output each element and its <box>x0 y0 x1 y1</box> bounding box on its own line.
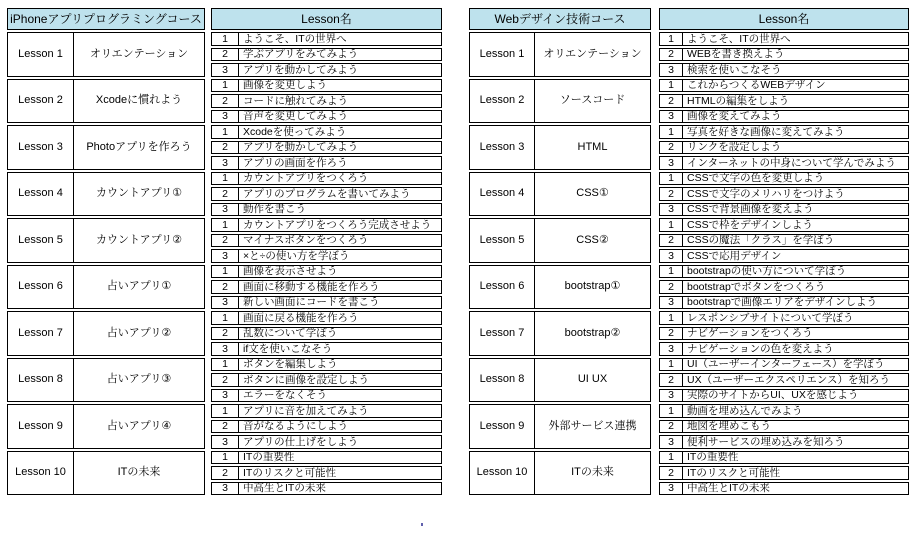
lesson-title-cell: Photoアプリを作ろう <box>86 140 192 153</box>
item-number-cell: 3 <box>212 436 239 448</box>
lesson-group <box>7 311 205 356</box>
lesson-item-row <box>211 389 442 403</box>
lesson-group <box>7 358 205 403</box>
lesson-item-row <box>211 187 442 201</box>
item-name-cell: 画面に戻る機能を作ろう <box>243 312 359 324</box>
lesson-number-cell: Lesson 10 <box>470 452 535 495</box>
lesson-title-cell: ITの未来 <box>117 466 161 479</box>
lesson-number-cell: Lesson 6 <box>8 266 74 309</box>
item-name-cell: 音がなるようにしよう <box>243 420 348 432</box>
item-name-cell: アプリを動かしてみよう <box>243 141 359 153</box>
item-number-cell: 1 <box>212 312 239 324</box>
item-name-cell: ITのリスクと可能性 <box>687 467 781 479</box>
item-number-cell: 3 <box>212 390 239 402</box>
item-number-cell: 1 <box>212 173 239 185</box>
item-number-cell: 2 <box>660 281 683 293</box>
lesson-item-row <box>659 141 909 155</box>
course-header: iPhoneアプリプログラミングコース <box>7 8 205 30</box>
lesson-number-cell: Lesson 4 <box>470 173 535 216</box>
item-number-cell: 3 <box>660 343 683 355</box>
lesson-item-row <box>659 234 909 248</box>
item-number-cell: 2 <box>660 142 683 154</box>
lesson-title-cell: UI UX <box>577 373 608 386</box>
lesson-item-row <box>211 48 442 62</box>
item-number-cell: 2 <box>212 235 239 247</box>
lesson-group <box>469 125 651 170</box>
lesson-number-cell: Lesson 8 <box>8 359 74 402</box>
lesson-item-row <box>211 249 442 263</box>
lesson-item-row <box>659 373 909 387</box>
lesson-item-row <box>659 482 909 496</box>
lesson-item-row <box>659 172 909 186</box>
stray-mark-dot <box>421 523 423 526</box>
lesson-group <box>7 218 205 263</box>
lesson-number-cell: Lesson 3 <box>470 126 535 169</box>
lesson-title-cell: カウントアプリ② <box>95 233 183 246</box>
lesson-item-row <box>659 265 909 279</box>
item-name-cell: bootstrapでボタンをつくろう <box>687 281 826 293</box>
item-number-cell: 2 <box>660 188 683 200</box>
lesson-title-cell: bootstrap② <box>564 326 621 339</box>
item-number-cell: 2 <box>212 142 239 154</box>
lesson-item-row <box>211 296 442 310</box>
item-name-cell: 地図を埋めこもう <box>687 420 771 432</box>
lesson-item-row <box>211 172 442 186</box>
item-name-cell: 画像を変更しよう <box>243 79 327 91</box>
item-number-cell: 1 <box>212 452 239 464</box>
lesson-number-cell: Lesson 3 <box>8 126 74 169</box>
item-name-cell: 学ぶアプリをみてみよう <box>243 48 359 60</box>
lesson-item-row <box>211 63 442 77</box>
lesson-group <box>7 451 205 496</box>
lesson-item-row <box>211 311 442 325</box>
lesson-item-row <box>659 32 909 46</box>
lesson-item-row <box>211 280 442 294</box>
course-table-iphone <box>7 8 442 495</box>
lesson-item-row <box>659 296 909 310</box>
lesson-item-row <box>211 141 442 155</box>
lesson-title-cell: オリエンテーション <box>543 47 642 60</box>
item-name-cell: ITのリスクと可能性 <box>243 467 337 479</box>
lesson-item-row <box>659 358 909 372</box>
lesson-item-row <box>211 435 442 449</box>
course-header: Webデザイン技術コース <box>469 8 651 30</box>
item-name-cell: UX（ユーザーエクスペリエンス）を知ろう <box>687 374 890 386</box>
item-number-cell: 3 <box>660 436 683 448</box>
item-name-cell: レスポンシブサイトについて学ぼう <box>687 312 854 324</box>
lesson-item-row <box>211 203 442 217</box>
item-name-cell: if文を使いこなそう <box>243 343 333 355</box>
item-name-cell: ボタンを編集しよう <box>243 358 338 370</box>
item-name-cell: 音声を変更してみよう <box>243 110 348 122</box>
lesson-group <box>469 311 651 356</box>
course-left-columns <box>469 8 651 495</box>
lesson-group <box>469 451 651 496</box>
lesson-number-cell: Lesson 1 <box>8 33 74 76</box>
lesson-item-row <box>659 311 909 325</box>
item-name-cell: 動画を埋め込んでみよう <box>687 405 803 417</box>
item-name-cell: 画面に移動する機能を作ろう <box>243 281 380 293</box>
item-number-cell: 2 <box>212 421 239 433</box>
lesson-number-cell: Lesson 6 <box>470 266 535 309</box>
item-name-cell: 中高生とITの未来 <box>687 482 770 494</box>
item-name-cell: これからつくるWEBデザイン <box>687 79 826 91</box>
lesson-group <box>469 218 651 263</box>
item-number-cell: 1 <box>212 266 239 278</box>
lesson-item-row <box>211 451 442 465</box>
lesson-number-cell: Lesson 7 <box>470 312 535 355</box>
item-name-cell: WEBを書き換えよう <box>687 48 785 60</box>
lesson-item-row <box>659 420 909 434</box>
item-name-cell: 画像を表示させよう <box>243 265 338 277</box>
course-right-columns <box>211 8 442 495</box>
lesson-title-cell: 占いアプリ② <box>106 326 172 339</box>
item-name-cell: ITの重要性 <box>687 451 739 463</box>
item-number-cell: 3 <box>212 250 239 262</box>
item-name-cell: アプリを動かしてみよう <box>243 64 359 76</box>
item-number-cell: 3 <box>212 64 239 76</box>
lesson-number-cell: Lesson 8 <box>470 359 535 402</box>
lesson-title-cell: ITの未来 <box>571 466 614 479</box>
item-name-cell: カウントアプリをつくろう完成させよう <box>243 219 432 231</box>
item-number-cell: 2 <box>660 95 683 107</box>
lesson-item-row <box>211 327 442 341</box>
item-number-cell: 2 <box>660 421 683 433</box>
item-name-cell: UI（ユーザーインターフェース）を学ぼう <box>687 358 885 370</box>
item-number-cell: 2 <box>660 374 683 386</box>
lesson-item-row <box>659 63 909 77</box>
item-number-cell: 2 <box>212 328 239 340</box>
item-name-cell: アプリの仕上げをしよう <box>243 436 359 448</box>
item-name-cell: 検索を使いこなそう <box>687 64 782 76</box>
lesson-group <box>7 79 205 124</box>
lesson-title-cell: CSS① <box>576 187 609 200</box>
item-name-cell: ×と÷の使い方を学ぼう <box>243 250 350 262</box>
item-name-cell: ボタンに画像を設定しよう <box>243 374 369 386</box>
lesson-item-row <box>211 404 442 418</box>
item-number-cell: 1 <box>212 359 239 371</box>
item-name-cell: CSSで背景画像を変えよう <box>687 203 814 215</box>
lesson-item-row <box>211 420 442 434</box>
lesson-group <box>7 265 205 310</box>
item-name-cell: 写真を好きな画像に変えてみよう <box>687 126 845 138</box>
item-number-cell: 1 <box>660 312 683 324</box>
item-number-cell: 1 <box>212 80 239 92</box>
item-name-cell: CSSで文字のメリハリをつけよう <box>687 188 845 200</box>
lesson-number-cell: Lesson 9 <box>470 405 535 448</box>
item-name-cell: HTMLの編集をしよう <box>687 95 790 107</box>
item-number-cell: 1 <box>212 33 239 45</box>
item-name-cell: ようこそ、ITの世界へ <box>687 33 791 45</box>
item-number-cell: 3 <box>660 111 683 123</box>
lesson-number-cell: Lesson 7 <box>8 312 74 355</box>
item-number-cell: 2 <box>212 188 239 200</box>
lesson-item-row <box>659 125 909 139</box>
lesson-item-row <box>211 358 442 372</box>
item-number-cell: 1 <box>660 33 683 45</box>
lesson-item-row <box>211 342 442 356</box>
item-name-cell: CSSで枠をデザインしよう <box>687 219 813 231</box>
item-name-cell: ナビゲーションの色を変えよう <box>687 343 834 355</box>
lesson-item-row <box>659 156 909 170</box>
lesson-item-row <box>659 327 909 341</box>
lesson-title-cell: 占いアプリ③ <box>106 373 172 386</box>
item-number-cell: 2 <box>212 467 239 479</box>
item-number-cell: 1 <box>660 452 683 464</box>
item-number-cell: 1 <box>212 405 239 417</box>
item-name-cell: エラーをなくそう <box>243 389 327 401</box>
item-number-cell: 3 <box>212 297 239 309</box>
item-number-cell: 1 <box>660 80 683 92</box>
item-number-cell: 1 <box>212 219 239 231</box>
lesson-item-row <box>659 110 909 124</box>
lesson-title-cell: 外部サービス連携 <box>548 419 637 432</box>
lesson-name-header: Lesson名 <box>211 8 442 30</box>
lesson-group <box>7 172 205 217</box>
item-number-cell: 3 <box>212 343 239 355</box>
item-name-cell: CSSで文字の色を変更しよう <box>687 172 825 184</box>
lesson-item-row <box>211 110 442 124</box>
item-name-cell: ナビゲーションをつくろう <box>687 327 813 339</box>
lesson-title-cell: 占いアプリ① <box>106 280 172 293</box>
lesson-item-row <box>211 32 442 46</box>
lesson-item-row <box>211 94 442 108</box>
item-number-cell: 3 <box>660 483 683 495</box>
lesson-number-cell: Lesson 2 <box>8 80 74 123</box>
lesson-number-cell: Lesson 1 <box>470 33 535 76</box>
lesson-title-cell: Xcodeに慣れよう <box>95 94 183 107</box>
lesson-item-row <box>211 125 442 139</box>
item-name-cell: CSSで応用デザイン <box>687 250 782 262</box>
item-number-cell: 2 <box>660 328 683 340</box>
course-table-web <box>469 8 909 495</box>
item-name-cell: コードに触れてみよう <box>243 95 348 107</box>
item-name-cell: アプリの画面を作ろう <box>243 157 348 169</box>
lesson-name-header: Lesson名 <box>659 8 909 30</box>
lesson-item-row <box>659 280 909 294</box>
lesson-item-row <box>659 218 909 232</box>
lesson-item-row <box>211 466 442 480</box>
item-number-cell: 1 <box>660 359 683 371</box>
item-number-cell: 2 <box>660 49 683 61</box>
lesson-group <box>469 404 651 449</box>
item-name-cell: 乱数について学ぼう <box>243 327 338 339</box>
item-name-cell: Xcodeを使ってみよう <box>243 126 347 138</box>
lesson-item-row <box>659 451 909 465</box>
lesson-item-row <box>211 265 442 279</box>
item-name-cell: 便利サービスの埋め込みを知ろう <box>687 436 845 448</box>
item-name-cell: 実際のサイトからUI、UXを感じよう <box>687 389 859 401</box>
item-number-cell: 1 <box>660 266 683 278</box>
lesson-item-row <box>659 249 909 263</box>
item-name-cell: アプリに音を加えてみよう <box>243 405 369 417</box>
course-left-columns <box>7 8 205 495</box>
lesson-item-row <box>659 342 909 356</box>
lesson-number-cell: Lesson 4 <box>8 173 74 216</box>
item-name-cell: 新しい画面にコードを書こう <box>243 296 380 308</box>
lesson-item-row <box>659 94 909 108</box>
item-number-cell: 1 <box>212 126 239 138</box>
lesson-title-cell: カウントアプリ① <box>95 187 183 200</box>
item-number-cell: 3 <box>660 297 683 309</box>
item-number-cell: 2 <box>660 467 683 479</box>
lesson-item-row <box>659 203 909 217</box>
lesson-item-row <box>659 435 909 449</box>
lesson-group <box>7 125 205 170</box>
curriculum-page <box>7 8 909 495</box>
lesson-item-row <box>211 373 442 387</box>
item-name-cell: ようこそ、ITの世界へ <box>243 33 347 45</box>
lesson-number-cell: Lesson 5 <box>470 219 535 262</box>
lesson-item-row <box>659 79 909 93</box>
item-number-cell: 1 <box>660 126 683 138</box>
course-right-columns <box>659 8 909 495</box>
item-name-cell: bootstrapの使い方について学ぼう <box>687 265 847 277</box>
item-number-cell: 3 <box>660 204 683 216</box>
lesson-item-row <box>659 466 909 480</box>
item-name-cell: CSSの魔法「クラス」を学ぼう <box>687 234 835 246</box>
item-number-cell: 3 <box>212 157 239 169</box>
item-number-cell: 2 <box>212 281 239 293</box>
item-number-cell: 3 <box>660 390 683 402</box>
lesson-item-row <box>659 48 909 62</box>
lesson-title-cell: CSS② <box>576 233 609 246</box>
lesson-title-cell: オリエンテーション <box>89 47 189 60</box>
item-name-cell: 画像を変えてみよう <box>687 110 782 122</box>
lesson-item-row <box>211 482 442 496</box>
item-number-cell: 2 <box>212 49 239 61</box>
lesson-item-row <box>211 156 442 170</box>
item-number-cell: 3 <box>212 483 239 495</box>
item-number-cell: 3 <box>212 204 239 216</box>
lesson-group <box>469 265 651 310</box>
item-number-cell: 2 <box>660 235 683 247</box>
item-name-cell: マイナスボタンをつくろう <box>243 234 369 246</box>
lesson-group <box>469 172 651 217</box>
lesson-title-cell: ソースコード <box>559 94 626 107</box>
item-number-cell: 2 <box>212 374 239 386</box>
item-number-cell: 3 <box>660 64 683 76</box>
lesson-item-row <box>659 389 909 403</box>
lesson-title-cell: bootstrap① <box>564 280 621 293</box>
item-number-cell: 3 <box>660 250 683 262</box>
item-number-cell: 3 <box>212 111 239 123</box>
item-number-cell: 3 <box>660 157 683 169</box>
lesson-group <box>7 32 205 77</box>
lesson-number-cell: Lesson 9 <box>8 405 74 448</box>
item-name-cell: 動作を書こう <box>243 203 306 215</box>
item-name-cell: インターネットの中身について学んでみよう <box>687 157 896 169</box>
lesson-group <box>469 32 651 77</box>
item-name-cell: ITの重要性 <box>243 451 295 463</box>
lesson-item-row <box>211 218 442 232</box>
lesson-item-row <box>211 79 442 93</box>
item-name-cell: アプリのプログラムを書いてみよう <box>243 188 411 200</box>
lesson-item-row <box>659 404 909 418</box>
item-number-cell: 1 <box>660 173 683 185</box>
item-number-cell: 1 <box>660 219 683 231</box>
lesson-group <box>469 358 651 403</box>
lesson-group <box>469 79 651 124</box>
item-name-cell: リンクを設定しよう <box>687 141 782 153</box>
lesson-number-cell: Lesson 5 <box>8 219 74 262</box>
lesson-number-cell: Lesson 10 <box>8 452 74 495</box>
lesson-title-cell: 占いアプリ④ <box>106 419 172 432</box>
lesson-item-row <box>211 234 442 248</box>
lesson-number-cell: Lesson 2 <box>470 80 535 123</box>
item-name-cell: bootstrapで画像エリアをデザインしよう <box>687 296 878 308</box>
lesson-title-cell: HTML <box>577 140 608 153</box>
lesson-group <box>7 404 205 449</box>
item-number-cell: 2 <box>212 95 239 107</box>
item-name-cell: 中高生とITの未来 <box>243 482 326 494</box>
item-name-cell: カウントアプリをつくろう <box>243 172 369 184</box>
lesson-item-row <box>659 187 909 201</box>
item-number-cell: 1 <box>660 405 683 417</box>
